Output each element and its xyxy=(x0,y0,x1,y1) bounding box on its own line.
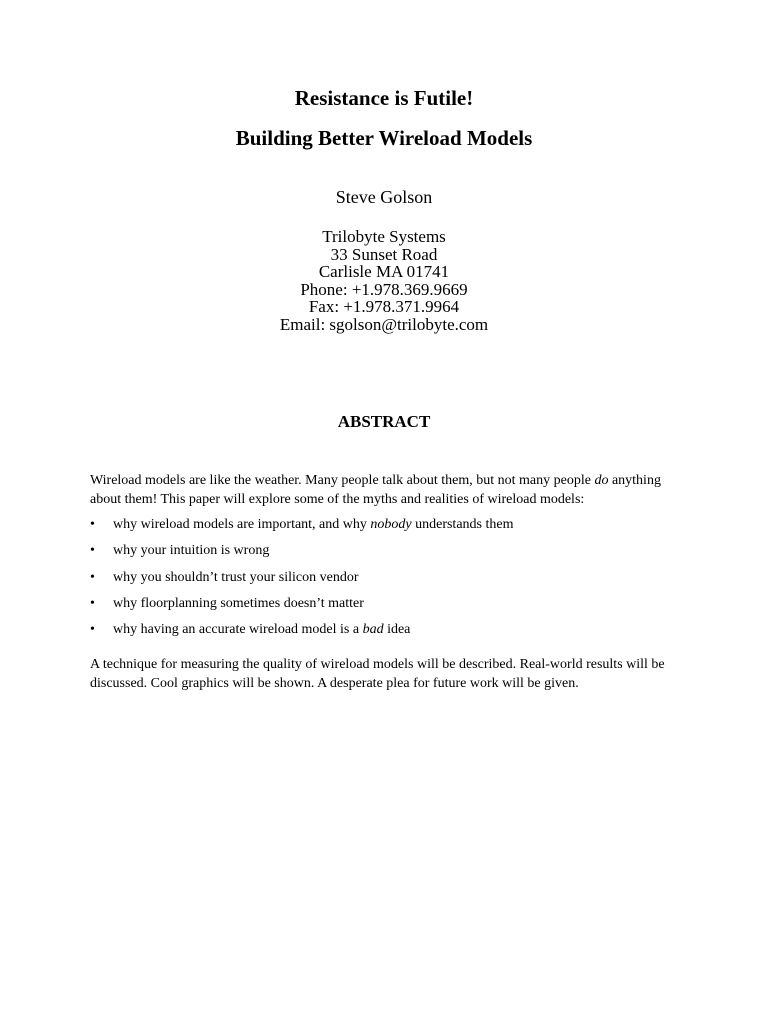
intro-emphasis: do xyxy=(594,473,609,488)
bullet-text-after: understands them xyxy=(411,517,514,532)
bullet-text-after: idea xyxy=(383,622,411,638)
bullet-text-before: why you shouldn’t trust your silicon vendor xyxy=(113,569,359,585)
list-item xyxy=(90,621,690,647)
bullet-text-before: why your intuition is wrong xyxy=(113,543,270,559)
address-line-city: Carlisle MA 01741 xyxy=(318,262,450,282)
intro-text-after: anything about them! This paper will explore some of the myths and realities of wireload models: xyxy=(90,473,661,507)
bullet-icon: • xyxy=(90,622,95,638)
abstract-heading: ABSTRACT xyxy=(337,412,431,431)
intro-text-before: Wireload models are like the weather. Many people talk about them, but not many people xyxy=(90,473,595,488)
author-name: Steve Golson xyxy=(335,187,433,207)
bullet-text-before: why floorplanning sometimes doesn’t matter xyxy=(113,595,364,611)
address-line-email: Email: sgolson@trilobyte.com xyxy=(279,314,489,334)
bullet-emphasis: nobody xyxy=(370,517,412,532)
bullet-text-before: why wireload models are important, and why xyxy=(113,517,371,532)
address-line-street: 33 Sunset Road xyxy=(330,244,438,264)
bullet-icon: • xyxy=(90,595,95,611)
bullet-icon: • xyxy=(90,543,95,559)
address-line-fax: Fax: +1.978.371.9964 xyxy=(308,297,460,317)
bullet-text-before: why having an accurate wireload model is a xyxy=(113,622,363,638)
bullet-emphasis: bad xyxy=(362,622,384,638)
abstract-intro-paragraph xyxy=(90,472,690,509)
abstract-closing-paragraph: A technique for measuring the quality of wireload models will be described. Real-world results will be discussed. Cool graphics will be shown. A desperate plea for future work will be given. xyxy=(90,657,665,691)
list-item xyxy=(90,516,690,542)
paper-title-line-2: Building Better Wireload Models xyxy=(235,126,533,150)
list-item xyxy=(90,595,690,621)
bullet-icon: • xyxy=(90,517,95,532)
list-item xyxy=(90,569,690,595)
address-line-company: Trilobyte Systems xyxy=(322,227,446,246)
author-address-block xyxy=(0,228,768,334)
list-item xyxy=(90,542,690,568)
abstract-bullet-list xyxy=(90,516,690,647)
address-line-phone: Phone: +1.978.369.9669 xyxy=(300,279,468,299)
bullet-icon: • xyxy=(90,569,95,585)
paper-title-line-1: Resistance is Futile! xyxy=(294,86,474,110)
